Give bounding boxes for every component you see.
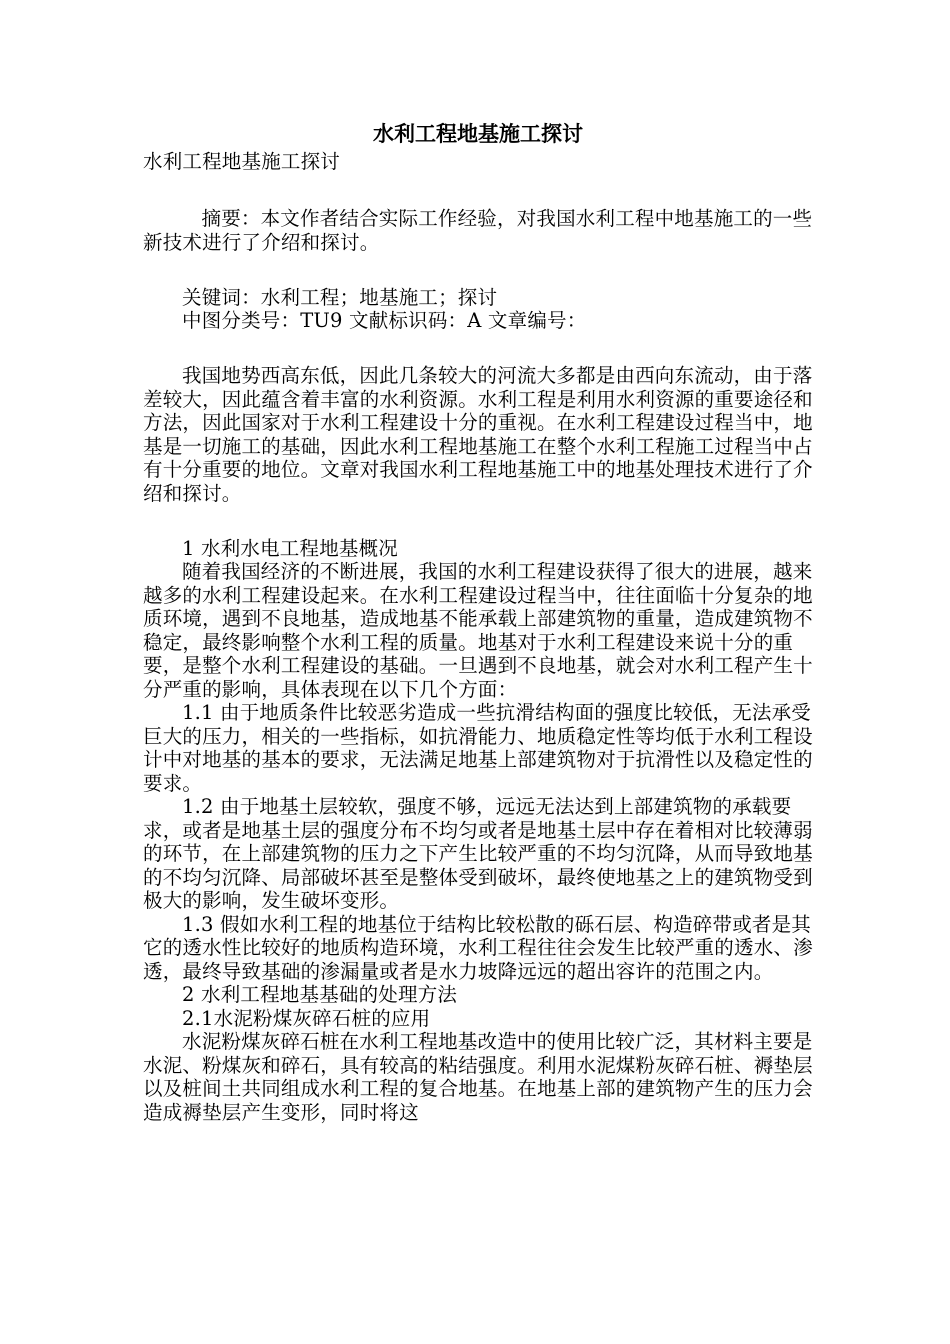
section-paragraph: 水泥粉煤灰碎石桩在水利工程地基改造中的使用比较广泛，其材料主要是水泥、粉煤灰和碎石，具有较高的粘结强度。利用水泥煤粉灰碎石桩、褥垫层以及桩间土共同组成水利工程的复合地基。在地基上部的建筑物产生的压力会造成褥垫层产生变形，同时将这 bbox=[143, 1030, 813, 1124]
abstract-paragraph: 摘要：本文作者结合实际工作经验，对我国水利工程中地基施工的一些新技术进行了介绍和探讨。 bbox=[143, 207, 813, 254]
intro-paragraph: 我国地势西高东低，因此几条较大的河流大多都是由西向东流动，由于落差较大，因此蕴含着丰富的水利资源。水利工程是利用水利资源的重要途径和方法，因此国家对于水利工程建设十分的重视。在水利工程建设过程当中，地基是一切施工的基础，因此水利工程地基施工在整个水利工程施工过程当中占有十分重要的地位。文章对我国水利工程地基施工中的地基处理技术进行了介绍和探讨。 bbox=[143, 364, 813, 505]
section-heading: 2 水利工程地基基础的处理方法 bbox=[182, 983, 458, 1006]
list-item-1-1: 1.1 由于地质条件比较恶劣造成一些抗滑结构面的强度比较低，无法承受巨大的压力，相关的一些指标，如抗滑能力、地质稳定性等均低于水利工程设计中对地基的基本的要求，无法满足地基上部建筑物对于抗滑性以及稳定性的要求。 bbox=[143, 701, 813, 795]
classification-line: 中图分类号：TU9 文献标识码：A 文章编号： bbox=[182, 309, 587, 332]
section-heading: 1 水利水电工程地基概况 bbox=[182, 536, 399, 560]
section-paragraph: 随着我国经济的不断进展，我国的水利工程建设获得了很大的进展，越来越多的水利工程建设起来。在水利工程建设过程当中，往往面临十分复杂的地质环境，遇到不良地基，造成地基不能承载上部建筑物的重量，造成建筑物不稳定，最终影响整个水利工程的质量。地基对于水利工程建设来说十分的重要，是整个水利工程建设的基础。一旦遇到不良地基，就会对水利工程产生十分严重的影响，具体表现在以下几个方面： bbox=[143, 560, 813, 701]
document-subtitle: 水利工程地基施工探讨 bbox=[143, 150, 341, 173]
keywords-line: 关键词：水利工程；地基施工；探讨 bbox=[182, 285, 498, 309]
subsection-heading: 2.1水泥粉煤灰碎石桩的应用 bbox=[182, 1006, 431, 1030]
list-item-1-2: 1.2 由于地基土层较软，强度不够，远远无法达到上部建筑物的承载要求，或者是地基土层的强度分布不均匀或者是地基土层中存在着相对比较薄弱的环节，在上部建筑物的压力之下产生比较严重的不均匀沉降，从而导致地基的不均匀沉降、局部破坏甚至是整体受到破坏，最终使地基之上的建筑物受到极大的影响，发生破坏变形。 bbox=[143, 795, 813, 912]
list-item-1-3: 1.3 假如水利工程的地基位于结构比较松散的砾石层、构造碎带或者是其它的透水性比较好的地质构造环境，水利工程往往会发生比较严重的透水、渗透，最终导致基础的渗漏量或者是水力坡降远远的超出容许的范围之内。 bbox=[143, 912, 813, 983]
document-title: 水利工程地基施工探讨 bbox=[373, 121, 583, 146]
document-page bbox=[143, 118, 813, 1124]
